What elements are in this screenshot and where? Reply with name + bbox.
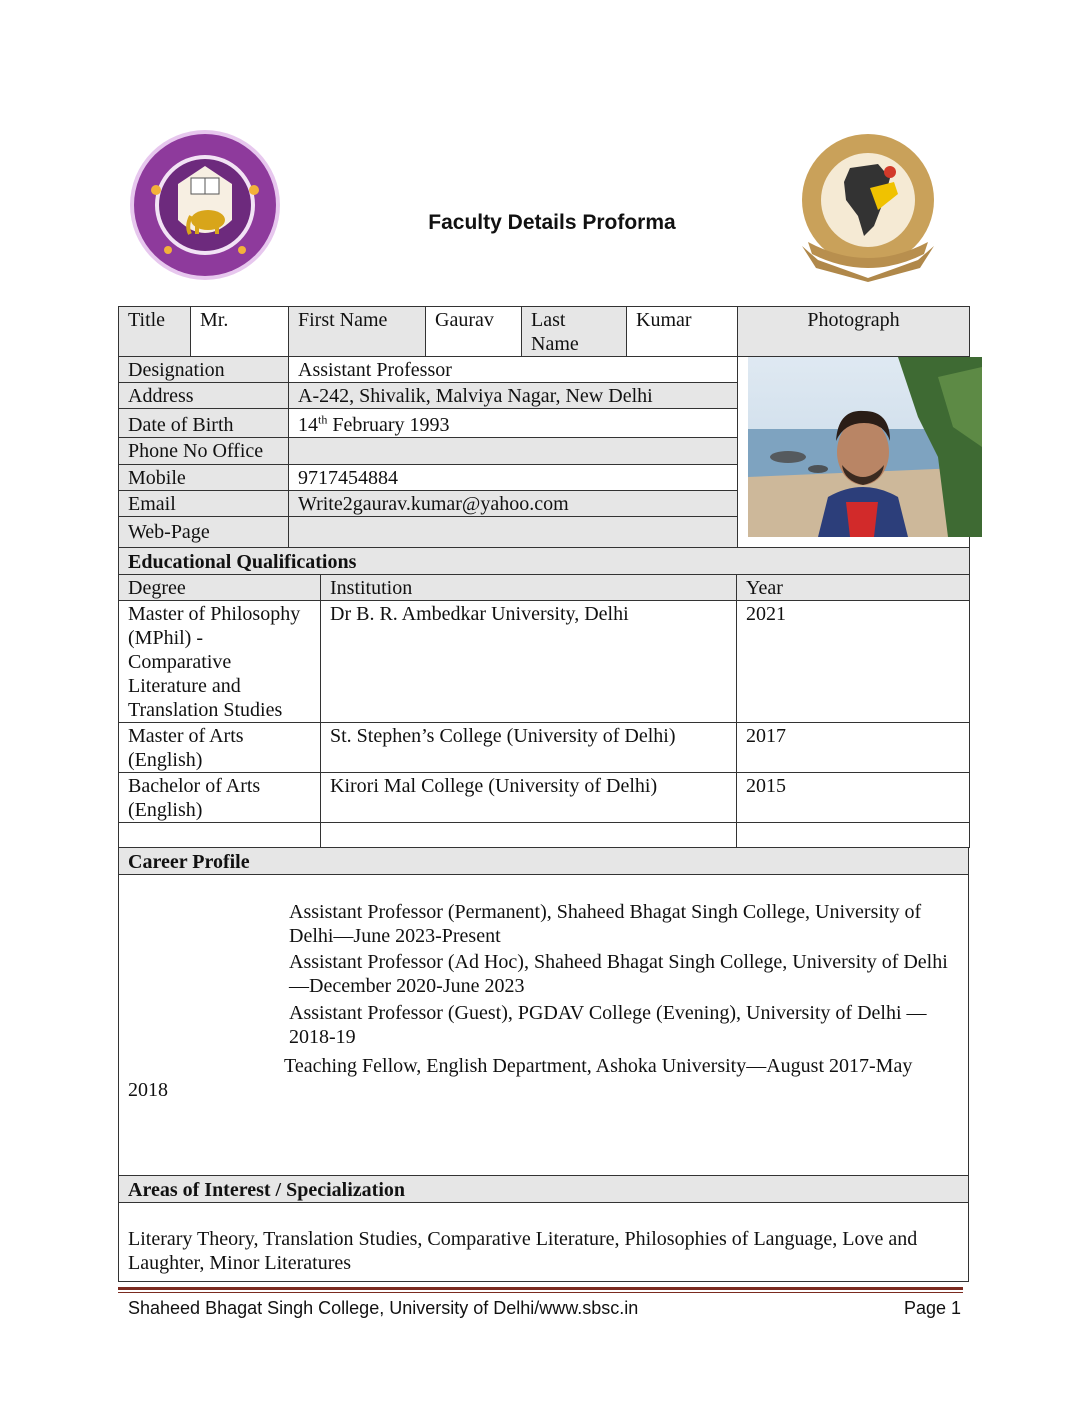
- page-number: Page 1: [904, 1298, 962, 1318]
- university-of-delhi-logo: [128, 128, 282, 282]
- footer-rule-thin: [118, 1292, 963, 1293]
- career-entry: Teaching Fellow, English Department, Ashoka University—August 2017-May: [284, 1055, 913, 1077]
- first-name-label: First Name: [289, 307, 426, 357]
- footer-college-url: Shaheed Bhagat Singh College, University of Delhi/www.sbsc.in: [128, 1298, 639, 1318]
- education-row: [119, 601, 970, 723]
- education-header-row: [119, 575, 970, 601]
- designation-label: Designation: [119, 357, 289, 383]
- designation-row: [119, 357, 970, 383]
- year-cell: 2015: [737, 773, 970, 823]
- career-entry: Assistant Professor (Guest), PGDAV College (Evening), University of Delhi —2018-19: [289, 1002, 927, 1048]
- title-label: Title: [119, 307, 191, 357]
- webpage-label: Web-Page: [119, 516, 289, 547]
- institution-cell: Dr B. R. Ambedkar University, Delhi: [321, 601, 737, 723]
- education-row: [119, 723, 970, 773]
- last-name-label: Last Name: [522, 307, 627, 357]
- title-value: Mr.: [191, 307, 289, 357]
- address-label: Address: [119, 383, 289, 409]
- year-cell: 2021: [737, 601, 970, 723]
- faculty-proforma-form: [118, 306, 969, 1282]
- year-cell: [737, 823, 970, 848]
- areas-of-interest-text: Literary Theory, Translation Studies, Comparative Literature, Philosophies of Language, Love and Laughter, Minor Literatures: [119, 1203, 969, 1282]
- address-value: A-242, Shivalik, Malviya Nagar, New Delhi: [289, 383, 738, 409]
- degree-cell: Master of Arts (English): [119, 723, 321, 773]
- webpage-value: [289, 516, 738, 547]
- mobile-value: 9717454884: [289, 464, 738, 490]
- areas-section-title: Areas of Interest / Specialization: [119, 1176, 969, 1203]
- career-section-title: Career Profile: [119, 848, 969, 875]
- year-cell: 2017: [737, 723, 970, 773]
- areas-table: [118, 1175, 969, 1282]
- sbsc-college-logo: [798, 128, 938, 282]
- faculty-photo: [748, 357, 982, 537]
- career-entry: Assistant Professor (Permanent), Shaheed Bhagat Singh College, University of Delhi—June 2023-Present: [289, 901, 922, 947]
- degree-header: Degree: [119, 575, 321, 601]
- page-title: Faculty Details Proforma: [428, 211, 676, 234]
- designation-value: Assistant Professor: [289, 357, 738, 383]
- career-table: [118, 847, 969, 1176]
- mobile-label: Mobile: [119, 464, 289, 490]
- email-value: Write2gaurav.kumar@yahoo.com: [289, 490, 738, 516]
- year-header: Year: [737, 575, 970, 601]
- education-table: [118, 547, 970, 848]
- career-entry: Assistant Professor (Ad Hoc), Shaheed Bhagat Singh College, University of Delhi—December 2020-June 2023: [289, 951, 948, 997]
- photograph-label: Photograph: [738, 307, 970, 357]
- education-row-empty: [119, 823, 970, 848]
- education-row: [119, 773, 970, 823]
- footer-rule: [118, 1287, 963, 1290]
- name-row: [119, 307, 970, 357]
- institution-cell: Kirori Mal College (University of Delhi): [321, 773, 737, 823]
- institution-cell: St. Stephen’s College (University of Delhi): [321, 723, 737, 773]
- photograph-cell: [738, 357, 970, 548]
- institution-header: Institution: [321, 575, 737, 601]
- email-label: Email: [119, 490, 289, 516]
- career-entry-continuation: 2018: [128, 1079, 168, 1101]
- institution-cell: [321, 823, 737, 848]
- degree-cell: [119, 823, 321, 848]
- phone-office-label: Phone No Office: [119, 438, 289, 464]
- personal-details-table: [118, 306, 970, 548]
- dob-value: 14th February 1993: [289, 409, 738, 438]
- phone-office-value: [289, 438, 738, 464]
- career-profile-box: [119, 875, 969, 1176]
- degree-cell: Master of Philosophy (MPhil) - Comparative Literature and Translation Studies: [119, 601, 321, 723]
- dob-label: Date of Birth: [119, 409, 289, 438]
- education-section-title: Educational Qualifications: [119, 548, 970, 575]
- first-name-value: Gaurav: [426, 307, 522, 357]
- last-name-value: Kumar: [627, 307, 738, 357]
- degree-cell: Bachelor of Arts (English): [119, 773, 321, 823]
